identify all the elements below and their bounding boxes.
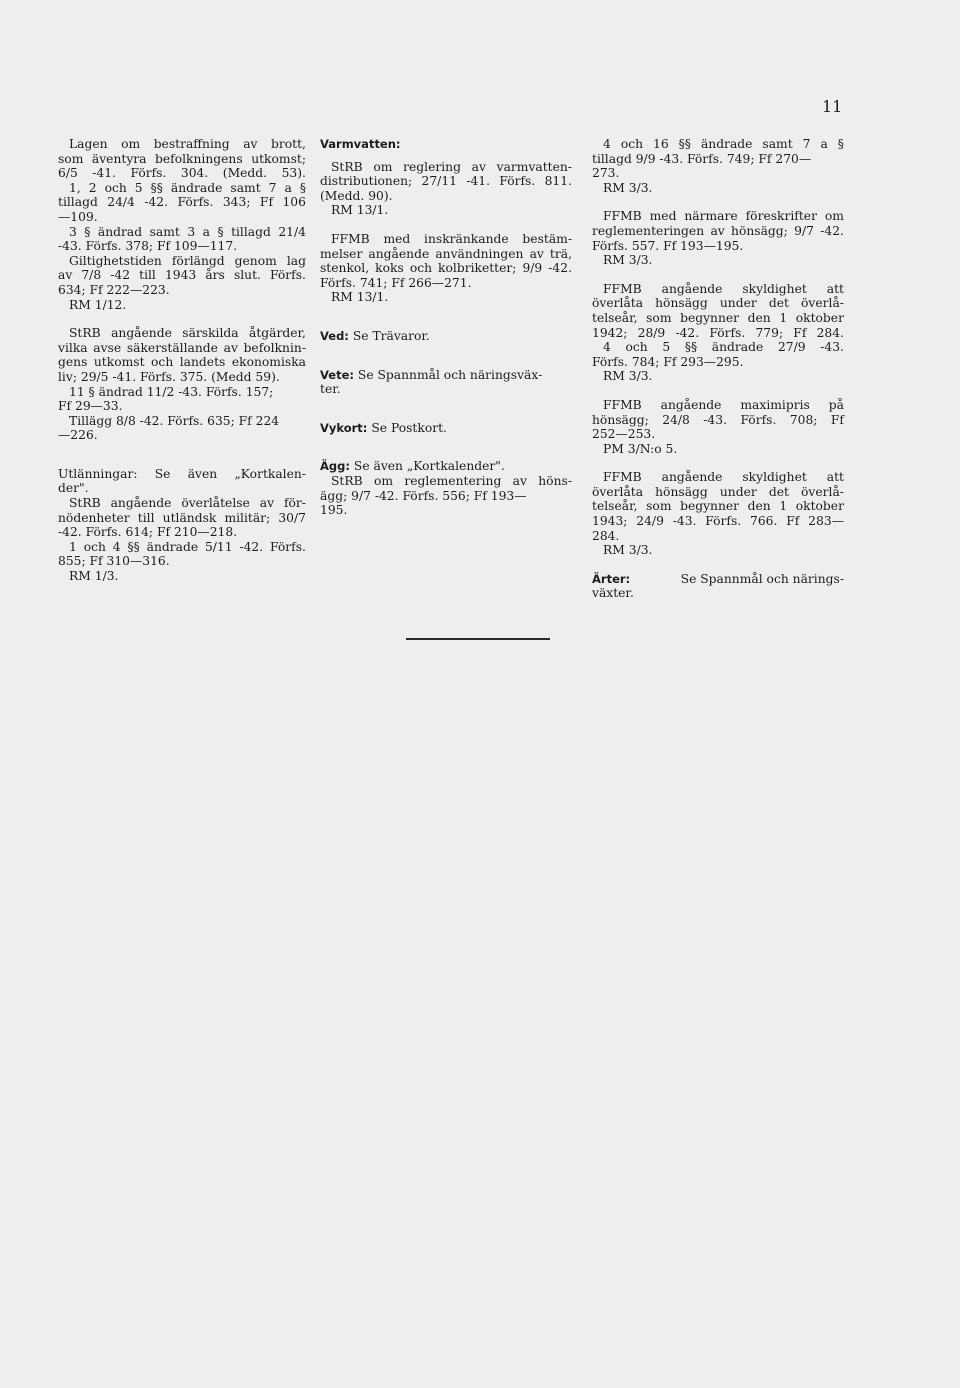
text-line: Förfs. 557. Ff 193—195. xyxy=(592,238,744,253)
text-line: Se Spannmål och närings- xyxy=(680,571,844,586)
text-line: ägg; 9/7 -42. Förfs. 556; Ff 193— xyxy=(320,488,527,503)
heading-varmvatten xyxy=(320,137,572,152)
text-line: (Medd. 90). xyxy=(320,188,393,203)
text-line: 855; Ff 310—316. xyxy=(58,554,170,569)
text-line: —226. xyxy=(58,428,98,443)
column-right xyxy=(592,137,844,601)
entry-ffmb-skyldighet-1943 xyxy=(592,470,844,558)
text-line: StRB angående överlåtelse av för- xyxy=(69,496,306,511)
text-line: RM 3/3. xyxy=(603,253,653,268)
entry-utlanningar xyxy=(58,467,306,584)
entry-vykort xyxy=(320,421,572,436)
text-line: RM 3/3. xyxy=(603,543,653,558)
text-line: RM 3/3. xyxy=(603,369,653,384)
text-line: tillagd 9/9 -43. Förfs. 749; Ff 270— xyxy=(592,151,812,166)
text-line: växter. xyxy=(592,586,634,601)
entry-ffmb-tra xyxy=(320,232,572,305)
text-line: Giltighetstiden förlängd genom lag xyxy=(69,253,306,268)
text-line: distributionen; 27/11 -41. Förfs. 811. xyxy=(320,174,572,189)
text-line: RM 1/3. xyxy=(69,569,119,584)
text-line: 4 och 16 §§ ändrade samt 7 a § xyxy=(603,137,844,151)
entry-arter xyxy=(592,572,844,601)
text-line: 4 och 5 §§ ändrade 27/9 -43. xyxy=(603,340,844,355)
text-line: 1943; 24/9 -43. Förfs. 766. Ff 283— xyxy=(592,514,844,529)
text-line: vilka avse säkerställande av befolknin- xyxy=(58,340,306,355)
section-heading: Ärter: xyxy=(592,571,631,586)
entry-ffmb-cont xyxy=(592,137,844,195)
entry-varmvatten xyxy=(320,160,572,218)
entry-lagen xyxy=(58,137,306,312)
text-line: ter. xyxy=(320,382,341,397)
text-line: RM 1/12. xyxy=(69,297,127,312)
entry-strb-atgarder xyxy=(58,326,306,443)
text-line: 3 § ändrad samt 3 a § tillagd 21/4 xyxy=(69,224,306,239)
text-line: PM 3/N:o 5. xyxy=(603,441,678,456)
text-line: Tillägg 8/8 -42. Förfs. 635; Ff 224 xyxy=(69,413,280,428)
text-line: FFMB angående skyldighet att xyxy=(603,470,844,485)
text-line: överlåta hönsägg under det överlå- xyxy=(592,484,844,499)
text-line: 1942; 28/9 -42. Förfs. 779; Ff 284. xyxy=(592,325,844,340)
text-line: 195. xyxy=(320,503,348,518)
section-heading: Varmvatten: xyxy=(320,137,401,151)
text-line: reglementeringen av hönsägg; 9/7 -42. xyxy=(592,223,844,238)
entry-ffmb-reglementering xyxy=(592,209,844,267)
text-line: Se Trävaror. xyxy=(352,328,430,343)
text-line: 634; Ff 222—223. xyxy=(58,282,170,297)
text-line: 284. xyxy=(592,528,620,543)
text-line: telseår, som begynner den 1 oktober xyxy=(592,310,844,325)
entry-agg xyxy=(320,459,572,517)
text-line: av 7/8 -42 till 1943 års slut. Förfs. xyxy=(58,268,306,283)
text-line: FFMB angående skyldighet att xyxy=(603,281,844,296)
text-line: Se Postkort. xyxy=(371,420,447,435)
text-line: RM 3/3. xyxy=(603,180,653,195)
text-line: FFMB angående maximipris på xyxy=(603,397,844,412)
text-line: hönsägg; 24/8 -43. Förfs. 708; Ff xyxy=(592,412,844,427)
entry-ved xyxy=(320,329,572,344)
text-line: FFMB med närmare föreskrifter om xyxy=(603,209,844,224)
divider-rule xyxy=(406,638,550,640)
text-line: StRB om reglementering av höns- xyxy=(331,473,572,488)
text-line: FFMB med inskränkande bestäm- xyxy=(331,231,572,246)
text-line: gens utkomst och landets ekonomiska xyxy=(58,355,306,370)
text-line: Se även „Kortkalender". xyxy=(353,459,505,474)
text-line: liv; 29/5 -41. Förfs. 375. (Medd 59). xyxy=(58,369,280,384)
text-line: der". xyxy=(58,481,89,496)
text-line: —109. xyxy=(58,209,98,224)
text-line: 1, 2 och 5 §§ ändrade samt 7 a § xyxy=(69,180,306,195)
text-line: 273. xyxy=(592,166,620,181)
text-line: StRB om reglering av varmvatten- xyxy=(331,159,572,174)
text-line: stenkol, koks och kolbriketter; 9/9 -42. xyxy=(320,261,572,276)
text-line: -42. Förfs. 614; Ff 210—218. xyxy=(58,525,238,540)
text-line: StRB angående särskilda åtgärder, xyxy=(69,326,306,341)
text-line: som äventyra befolkningens utkomst; xyxy=(58,151,306,166)
text-line: 1 och 4 §§ ändrade 5/11 -42. Förfs. xyxy=(69,539,306,554)
text-line: Lagen om bestraffning av brott, xyxy=(69,137,306,151)
entry-ffmb-maximipris xyxy=(592,398,844,456)
entry-vete xyxy=(320,368,572,397)
text-line: telseår, som begynner den 1 oktober xyxy=(592,499,844,514)
entry-ffmb-skyldighet-1942 xyxy=(592,282,844,384)
section-heading: Ved: xyxy=(320,328,349,343)
text-line: 252—253. xyxy=(592,427,656,442)
text-line: melser angående användningen av trä, xyxy=(320,246,572,261)
column-middle xyxy=(320,137,572,518)
text-line: Förfs. 784; Ff 293—295. xyxy=(592,354,744,369)
text-line: överlåta hönsägg under det överlå- xyxy=(592,296,844,311)
text-line: Se Spannmål och näringsväx- xyxy=(357,367,543,382)
section-heading: Vete: xyxy=(320,367,354,382)
text-line: 11 § ändrad 11/2 -43. Förfs. 157; xyxy=(69,384,274,399)
section-heading: Ägg: xyxy=(320,459,350,474)
text-line: RM 13/1. xyxy=(331,290,389,305)
text-line: Förfs. 741; Ff 266—271. xyxy=(320,275,472,290)
text-line: Utlänningar: Se även „Kortkalen- xyxy=(58,466,306,481)
text-line: nödenheter till utländsk militär; 30/7 xyxy=(58,510,306,525)
text-line: tillagd 24/4 -42. Förfs. 343; Ff 106 xyxy=(58,195,306,210)
column-left xyxy=(58,137,306,584)
text-line: Ff 29—33. xyxy=(58,399,123,414)
page-number: 11 xyxy=(822,97,843,116)
section-heading: Vykort: xyxy=(320,420,368,435)
text-line: RM 13/1. xyxy=(331,203,389,218)
text-line: -43. Förfs. 378; Ff 109—117. xyxy=(58,239,238,254)
text-line: 6/5 -41. Förfs. 304. (Medd. 53). xyxy=(58,166,306,181)
